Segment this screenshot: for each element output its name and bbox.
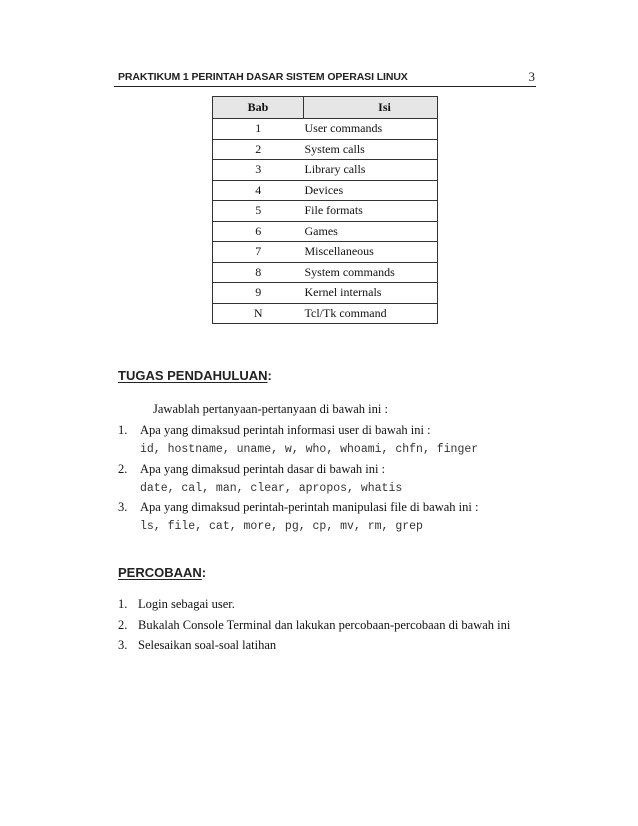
percobaan-heading <box>118 565 206 580</box>
row-isi: Games <box>304 221 438 242</box>
row-bab: 2 <box>213 139 304 160</box>
tugas-intro: Jawablah pertanyaan-pertanyaan di bawah ini : <box>153 402 388 416</box>
percobaan-title: PERCOBAAN <box>118 565 202 580</box>
page-number: 3 <box>528 69 535 84</box>
percobaan-colon: : <box>201 565 207 580</box>
header-title: PRAKTIKUM 1 PERINTAH DASAR SISTEM OPERASI LINUX <box>118 71 408 83</box>
percobaan-item-text: Login sebagai user. <box>138 597 235 611</box>
percobaan-item-number: 3. <box>118 638 128 652</box>
row-bab: 4 <box>213 180 304 201</box>
tugas-item-number: 1. <box>118 423 128 437</box>
row-isi: File formats <box>304 201 438 222</box>
row-bab: 3 <box>213 160 304 181</box>
table-row <box>213 221 438 242</box>
bab-table <box>212 96 438 324</box>
tugas-item-code: ls, file, cat, more, pg, cp, mv, rm, grep <box>140 520 423 533</box>
table-row <box>213 262 438 283</box>
row-isi: System commands <box>304 262 438 283</box>
tugas-item-text: Apa yang dimaksud perintah-perintah manipulasi file di bawah ini : <box>140 500 479 514</box>
table-row <box>213 303 438 324</box>
table-header-row <box>213 97 438 119</box>
row-bab: 5 <box>213 201 304 222</box>
row-bab: 1 <box>213 119 304 140</box>
row-isi: User commands <box>304 119 438 140</box>
row-bab: 8 <box>213 262 304 283</box>
tugas-item-text: Apa yang dimaksud perintah informasi user di bawah ini : <box>140 423 431 437</box>
table-row <box>213 283 438 304</box>
row-bab: 7 <box>213 242 304 263</box>
table-row <box>213 201 438 222</box>
tugas-item-number: 2. <box>118 462 128 476</box>
page-header <box>114 70 536 87</box>
tugas-heading <box>118 368 272 383</box>
row-isi: Devices <box>304 180 438 201</box>
table-row <box>213 139 438 160</box>
row-isi: System calls <box>304 139 438 160</box>
tugas-item-code: date, cal, man, clear, apropos, whatis <box>140 482 403 495</box>
table-row <box>213 242 438 263</box>
tugas-item-code: id, hostname, uname, w, who, whoami, chfn, finger <box>140 443 479 456</box>
row-bab: N <box>253 305 263 320</box>
table-row <box>213 160 438 181</box>
tugas-colon: : <box>267 368 272 383</box>
row-isi: Kernel internals <box>304 283 438 304</box>
row-bab: 9 <box>213 283 304 304</box>
table-row <box>213 180 438 201</box>
table-row <box>213 119 438 140</box>
percobaan-item-number: 1. <box>118 597 128 611</box>
percobaan-item-text: Selesaikan soal-soal latihan <box>138 638 277 652</box>
percobaan-item-number: 2. <box>118 618 128 632</box>
tugas-title: TUGAS PENDAHULUAN <box>118 368 268 383</box>
row-isi: Miscellaneous <box>304 242 438 263</box>
tugas-item-number: 3. <box>118 500 128 514</box>
header-bab: Bab <box>213 97 304 119</box>
tugas-item-text: Apa yang dimaksud perintah dasar di bawah ini : <box>140 462 386 476</box>
row-isi: Tcl/Tk command <box>304 305 387 320</box>
row-isi: Library calls <box>304 160 438 181</box>
header-isi: Isi <box>304 97 438 119</box>
percobaan-item-text: Bukalah Console Terminal dan lakukan percobaan-percobaan di bawah ini <box>138 618 511 632</box>
row-bab: 6 <box>213 221 304 242</box>
